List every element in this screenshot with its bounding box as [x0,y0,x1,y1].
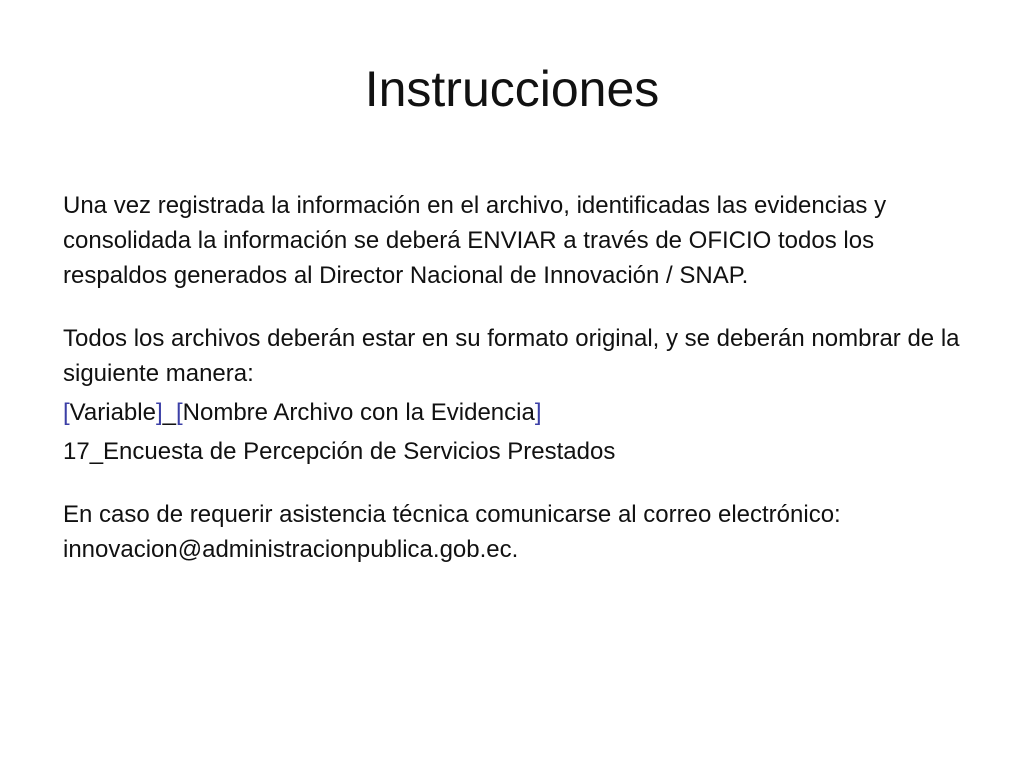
slide-body [63,188,963,567]
naming-pattern [63,395,963,430]
bracket-close: ] [155,399,163,426]
paragraph-support: En caso de requerir asistencia técnica comunicarse al correo electrónico: innovacion@administracionpublica.gob.ec. [63,501,841,563]
pattern-variable: Variable [69,399,156,426]
slide-title: Instrucciones [364,61,660,117]
paragraph-submission: Una vez registrada la información en el archivo, identificadas las evidencias y consolidada la información se deberá ENVIAR a través de OFICIO todos los respaldos generados al Director Nacional de Innovación / SNAP. [63,192,887,289]
bracket-open: [ [175,399,183,426]
bracket-open: [ [63,399,70,426]
pattern-separator: _ [162,399,176,426]
naming-example: 17_Encuesta de Percepción de Servicios Prestados [63,438,616,465]
pattern-filename: Nombre Archivo con la Evidencia [182,399,535,426]
paragraph-gap [63,293,963,321]
bracket-close: ] [534,399,542,426]
paragraph-gap [63,469,963,497]
paragraph-format: Todos los archivos deberán estar en su formato original, y se deberán nombrar de la siguiente manera: [63,325,960,387]
